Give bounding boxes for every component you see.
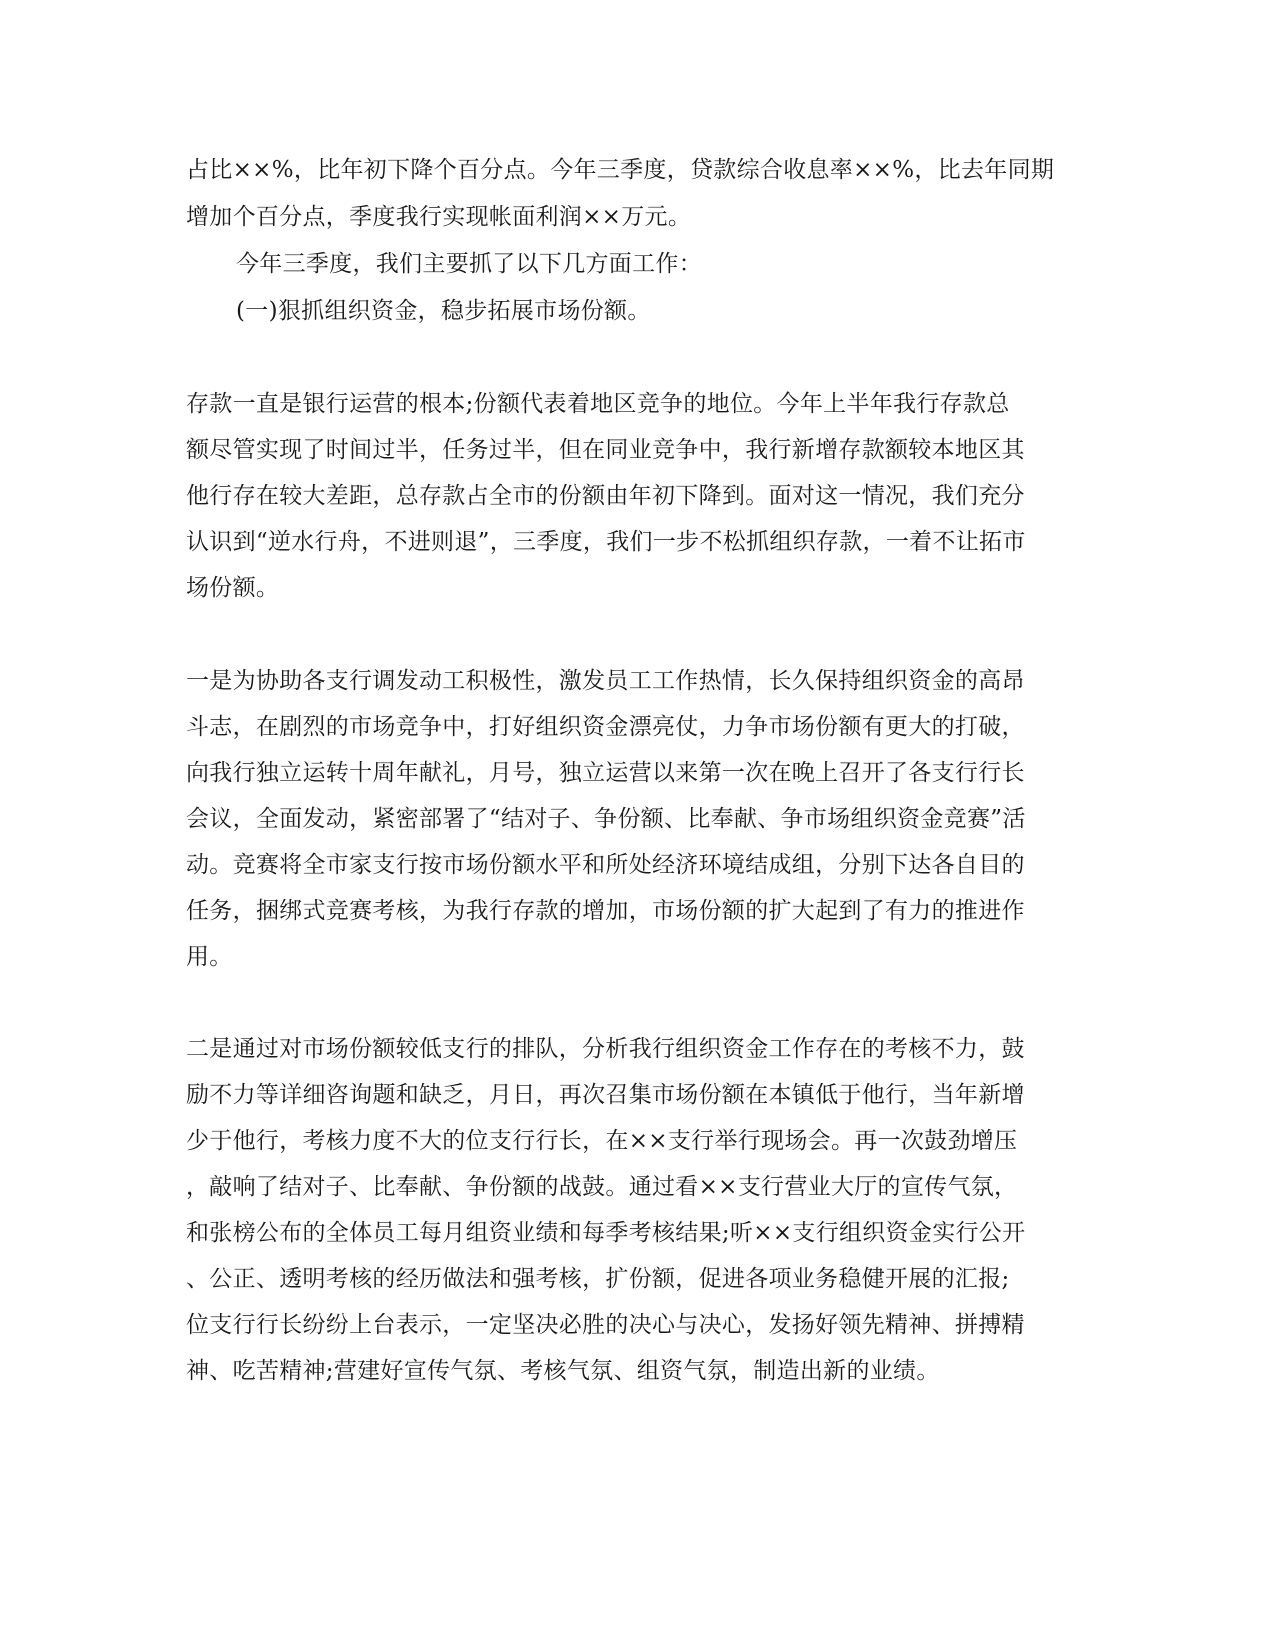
- text-line: 场份额。: [186, 575, 280, 601]
- text-line: 、公正、透明考核的经历做法和强考核，扩份额，促进各项业务稳健开展的汇报;: [186, 1266, 1010, 1292]
- text-line: 额尽管实现了时间过半，任务过半，但在同业竞争中，我行新增存款额较本地区其: [186, 437, 1025, 463]
- text-line: 认识到“逆水行舟，不进则退”，三季度，我们一步不松抓组织存款，一着不让拓市: [186, 529, 1026, 555]
- text-line: 向我行独立运转十周年献礼，月号，独立运营以来第一次在晚上召开了各支行行长: [186, 760, 1025, 786]
- text-line: 励不力等详细咨询题和缺乏，月日，再次召集市场份额在本镇低于他行，当年新增: [186, 1082, 1025, 1108]
- text-line: 少于他行，考核力度不大的位支行行长，在××支行举行现场会。再一次鼓劲增压: [186, 1128, 1018, 1154]
- text-line: 位支行行长纷纷上台表示，一定坚决必胜的决心与决心，发扬好领先精神、拼搏精: [186, 1312, 1025, 1338]
- text-line: 占比××%，比年初下降个百分点。今年三季度，贷款综合收息率××%，比去年同期: [186, 157, 1055, 183]
- text-line: 今年三季度，我们主要抓了以下几方面工作：: [236, 251, 702, 277]
- text-line: 会议，全面发动，紧密部署了“结对子、争份额、比奉献、争市场组织资金竞赛”活: [186, 806, 1026, 832]
- text-line: 增加个百分点，季度我行实现帐面利润××万元。: [186, 204, 692, 230]
- text-line: 用。: [186, 944, 233, 970]
- text-line: 动。竞赛将全市家支行按市场份额水平和所处经济环境结成组，分别下达各自目的: [186, 852, 1025, 878]
- text-line: 二是通过对市场份额较低支行的排队，分析我行组织资金工作存在的考核不力，鼓: [186, 1036, 1025, 1062]
- section-heading: (一)狠抓组织资金，稳步拓展市场份额。: [236, 298, 651, 324]
- text-line: 神、吃苦精神;营建好宣传气氛、考核气氛、组资气氛，制造出新的业绩。: [186, 1358, 940, 1384]
- text-line: 一是为协助各支行调发动工积极性，激发员工工作热情，长久保持组织资金的高昂: [186, 668, 1025, 694]
- text-line: 他行存在较大差距，总存款占全市的份额由年初下降到。面对这一情况，我们充分: [186, 483, 1025, 509]
- text-line: 存款一直是银行运营的根本;份额代表着地区竞争的地位。今年上半年我行存款总: [186, 391, 1010, 417]
- text-line: 任务，捆绑式竞赛考核，为我行存款的增加，市场份额的扩大起到了有力的推进作: [186, 898, 1025, 924]
- text-line: ，敲响了结对子、比奉献、争份额的战鼓。通过看××支行营业大厅的宣传气氛，: [186, 1174, 1018, 1200]
- text-line: 斗志，在剧烈的市场竞争中，打好组织资金漂亮仗，力争市场份额有更大的打破，: [186, 714, 1025, 740]
- text-line: 和张榜公布的全体员工每月组资业绩和每季考核结果;听××支行组织资金实行公开: [186, 1220, 1026, 1246]
